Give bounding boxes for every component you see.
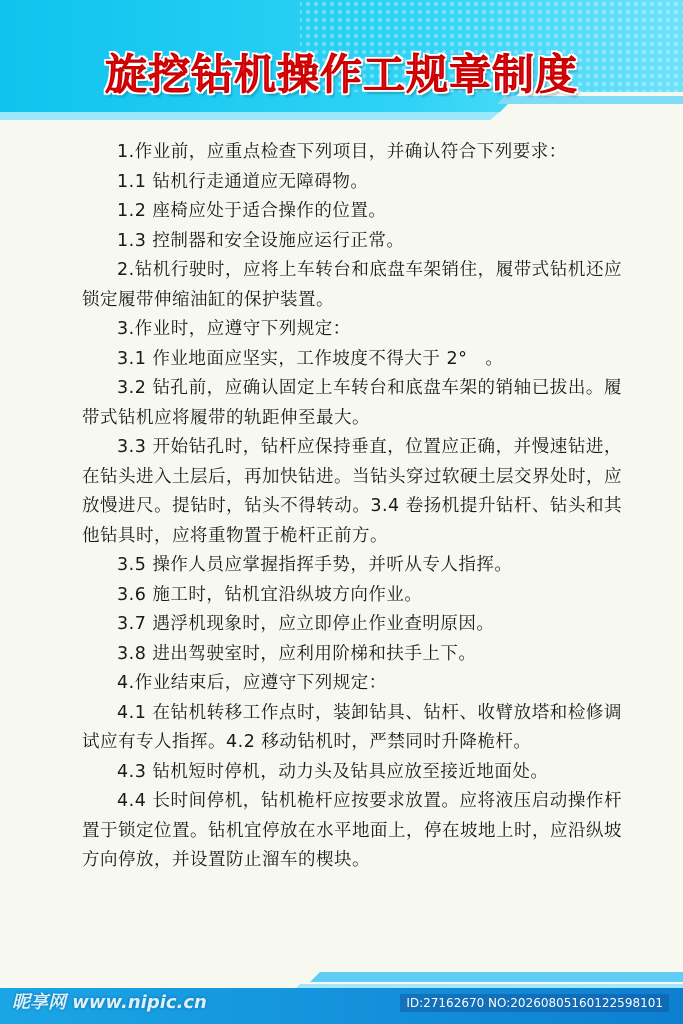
paragraph: 3.3 开始钻孔时，钻杆应保持垂直，位置应正确，并慢速钻进，在钻头进入土层后，再加快钻进。当钻头穿过软硬土层交界处时，应放慢进尺。提钻时，钻头不得转动。3.4 卷扬机提升钻杆、钻头和其他钻具时，应将重物置于桅杆正前方。 [82,437,622,546]
paragraph: 3.5 操作人员应掌握指挥手势，并听从专人指挥。 [117,555,513,575]
paragraph: 3.6 施工时，钻机宜沿纵坡方向作业。 [117,584,423,605]
page-title: 旋挖钻机操作工规章制度 [104,50,578,99]
regulation-body [82,138,622,876]
paragraph: 1.3 控制器和安全设施应运行正常。 [117,230,405,251]
paragraph: 1.1 钻机行走通道应无障碍物。 [117,171,369,192]
paragraph: 3.8 进出驾驶室时，应利用阶梯和扶手上下。 [117,643,477,664]
paragraph: 4.4 长时间停机，钻机桅杆应按要求放置。应将液压启动操作杆置于锁定位置。钻机宜停放在水平地面上，停在坡地上时，应沿纵坡方向停放，并设置防止溜车的楔块。 [82,791,622,870]
image-id-text: ID:27162670 NO:20260805160122598101 [400,994,669,1012]
paragraph: 3.7 遇浮机现象时，应立即停止作业查明原因。 [117,614,495,634]
header-banner [0,0,683,130]
paragraph: 4.1 在钻机转移工作点时，装卸钻具、钻杆、收臂放塔和检修调试应有专人指挥。4.2 移动钻机时，严禁同时升降桅杆。 [82,702,622,752]
paragraph: 3.作业时，应遵守下列规定： [117,319,351,339]
watermark-text: 昵享网 www.nipic.cn [12,992,207,1013]
paragraph: 3.1 作业地面应坚实，工作坡度不得大于 2° 。 [117,348,504,369]
paragraph: 2.钻机行驶时，应将上车转台和底盘车架销住，履带式钻机还应锁定履带伸缩油缸的保护装置。 [82,260,622,310]
footer-banner [0,964,683,1024]
paragraph: 4.3 钻机短时停机，动力头及钻具应放至接近地面处。 [117,761,549,782]
paragraph: 1.2 座椅应处于适合操作的位置。 [117,201,387,221]
paragraph: 4.作业结束后，应遵守下列规定： [117,673,387,693]
paragraph: 3.2 钻孔前，应确认固定上车转台和底盘车架的销轴已拔出。履带式钻机应将履带的轨距伸至最大。 [82,378,622,428]
paragraph: 1.作业前，应重点检查下列项目，并确认符合下列要求： [117,142,567,162]
